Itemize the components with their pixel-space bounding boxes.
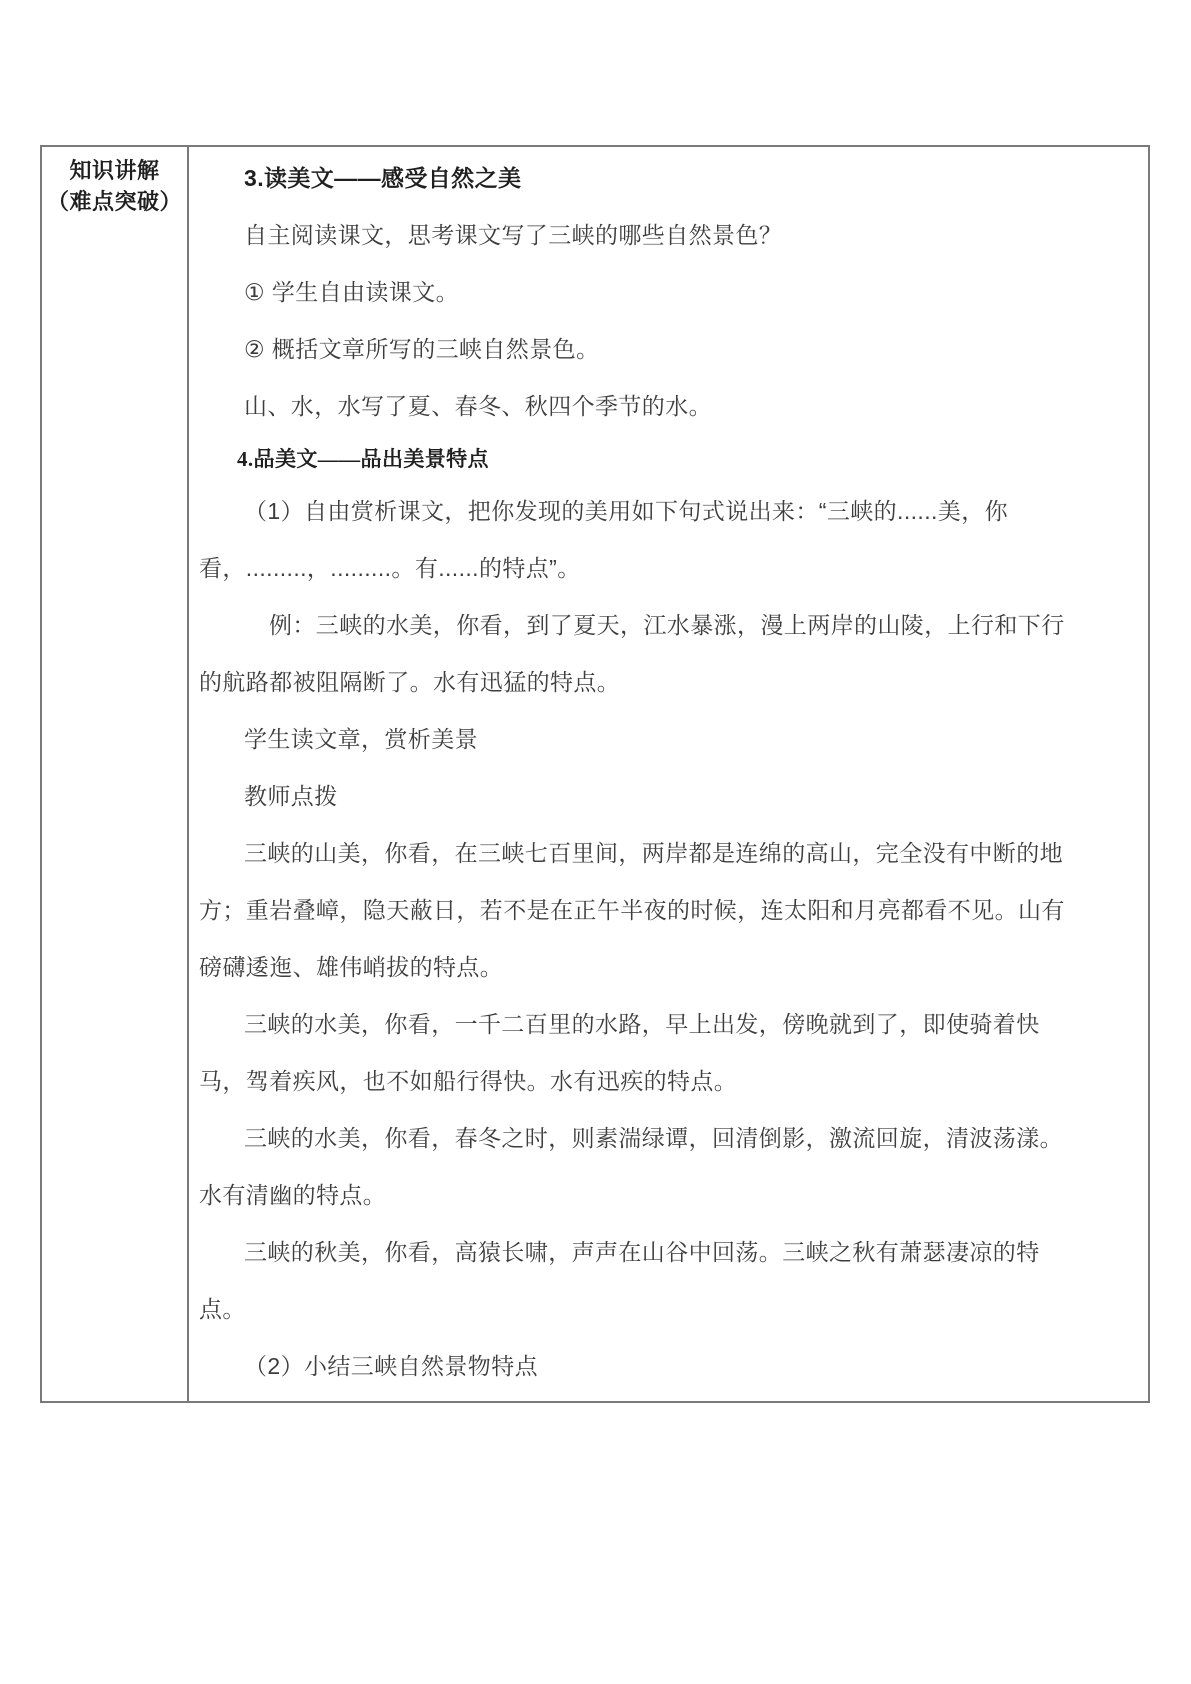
para-teacher-guidance: 教师点拨 [244, 783, 338, 809]
para-mountain-beauty: 三峡的山美，你看，在三峡七百里间，两岸都是连绵的高山，完全没有中断的地方；重岩叠嶂，隐天蔽日，若不是在正午半夜的时候，连太阳和月亮都看不见。山有磅礴逶迤、雄伟峭拔的特点。 [199, 840, 1065, 980]
para-reading-prompt: 自主阅读课文，思考课文写了三峡的哪些自然景色？ [244, 222, 783, 248]
list-item-free-reading: ① 学生自由读课文。 [244, 279, 460, 305]
para-example-water: 例：三峡的水美，你看，到了夏天，江水暴涨，漫上两岸的山陵，上行和下行的航路都被阻隔断了。水有迅猛的特点。 [199, 612, 1065, 695]
para-sentence-pattern-task: （1）自由赏析课文，把你发现的美用如下句式说出来：“三峡的......美，你看，.........，.........。有......的特点”。 [199, 498, 1008, 581]
lesson-content-cell [189, 147, 1148, 1401]
heading-read-beautiful-essay: 3.读美文——感受自然之美 [244, 165, 522, 191]
heading-appreciate-essay: 4.品美文——品出美景特点 [237, 447, 489, 471]
list-item-summarize-scenery: ② 概括文章所写的三峡自然景色。 [244, 336, 600, 362]
para-water-clear: 三峡的水美，你看，春冬之时，则素湍绿谭，回清倒影，激流回旋，清波荡漾。水有清幽的特点。 [199, 1125, 1063, 1208]
para-students-appreciate: 学生读文章，赏析美景 [244, 726, 478, 752]
section-label-cell [42, 147, 189, 1401]
para-water-swift: 三峡的水美，你看，一千二百里的水路，早上出发，傍晚就到了，即使骑着快马，驾着疾风，也不如船行得快。水有迅疾的特点。 [199, 1011, 1040, 1094]
para-scenery-summary: 山、水，水写了夏、春冬、秋四个季节的水。 [244, 393, 712, 419]
para-autumn-bleak: 三峡的秋美，你看，高猿长啸，声声在山谷中回荡。三峡之秋有萧瑟凄凉的特点。 [199, 1239, 1040, 1322]
para-subtask-summary: （2）小结三峡自然景物特点 [244, 1353, 538, 1379]
lesson-plan-table [40, 145, 1150, 1403]
section-label-line1: 知识讲解 [69, 158, 160, 183]
section-label-line2: （难点突破） [46, 189, 182, 214]
